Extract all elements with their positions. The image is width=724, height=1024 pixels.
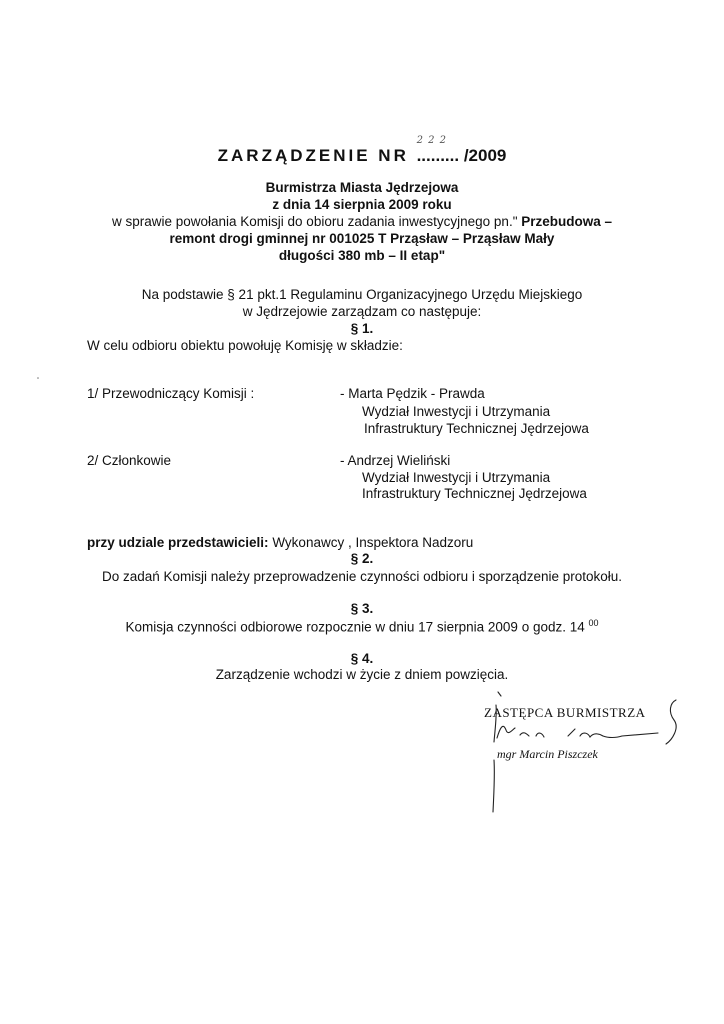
member-1-dept-1: Wydział Inwestycji i Utrzymania (362, 404, 551, 419)
section-3-text (0, 618, 724, 635)
subject-line-3: długości 380 mb – II etap" (278, 248, 446, 263)
scan-dot (37, 377, 39, 379)
section-4-heading: § 4. (350, 651, 374, 666)
preamble-line-1: Na podstawie § 21 pkt.1 Regulaminu Organizacyjnego Urzędu Miejskiego (141, 287, 583, 302)
section-4-text: Zarządzenie wchodzi w życie z dniem powzięcia. (215, 667, 509, 682)
date-line: z dnia 14 sierpnia 2009 roku (272, 197, 452, 212)
section-3-time-superscript: 00 (588, 618, 599, 628)
member-1-role: 1/ Przewodniczący Komisji : (87, 386, 255, 401)
issuer: Burmistrza Miasta Jędrzejowa (265, 180, 459, 195)
subject-line-1 (0, 214, 724, 229)
participants-text: Wykonawcy , Inspektora Nadzoru (268, 535, 474, 550)
section-3-body: Komisja czynności odbiorowe rozpocznie w dniu 17 sierpnia 2009 o godz. 14 (125, 619, 585, 635)
document-title (0, 135, 724, 166)
subject-line-2: remont drogi gminnej nr 001025 T Prząsław – Prząsław Mały (169, 231, 555, 246)
section-1-intro: W celu odbioru obiektu powołuję Komisję w składzie: (87, 338, 403, 353)
title-number-placeholder: 2 2 2 ......... (416, 135, 460, 165)
section-3-heading: § 3. (350, 601, 374, 616)
member-2-name: - Andrzej Wieliński (340, 453, 451, 468)
member-2-dept-2: Infrastruktury Technicznej Jędrzejowa (362, 486, 587, 501)
signer-name: mgr Marcin Piszczek (497, 747, 598, 761)
stamp-title: ZASTĘPCA BURMISTRZA (484, 705, 646, 720)
title-year: /2009 (463, 146, 507, 165)
member-2-dept-1: Wydział Inwestycji i Utrzymania (362, 470, 551, 485)
handwritten-number: 2 2 2 (416, 135, 448, 146)
section-1-heading: § 1. (350, 321, 374, 336)
title-prefix: ZARZĄDZENIE NR (217, 146, 409, 165)
preamble-line-2: w Jędrzejowie zarządzam co następuje: (242, 304, 482, 319)
participants-label: przy udziale przedstawicieli: (87, 535, 269, 550)
participants-line (87, 535, 473, 550)
member-1-name: - Marta Pędzik - Prawda (340, 386, 485, 401)
subject-line-1-bold: Przebudowa – (521, 214, 613, 229)
member-1-dept-2: Infrastruktury Technicznej Jędrzejowa (364, 421, 589, 436)
section-2-text: Do zadań Komisji należy przeprowadzenie czynności odbioru i sporządzenie protokołu. (101, 569, 623, 584)
subject-line-1-normal: w sprawie powołania Komisji do obioru zadania inwestycyjnego pn." (111, 214, 518, 229)
member-2-role: 2/ Członkowie (87, 453, 172, 468)
section-2-heading: § 2. (350, 551, 374, 566)
